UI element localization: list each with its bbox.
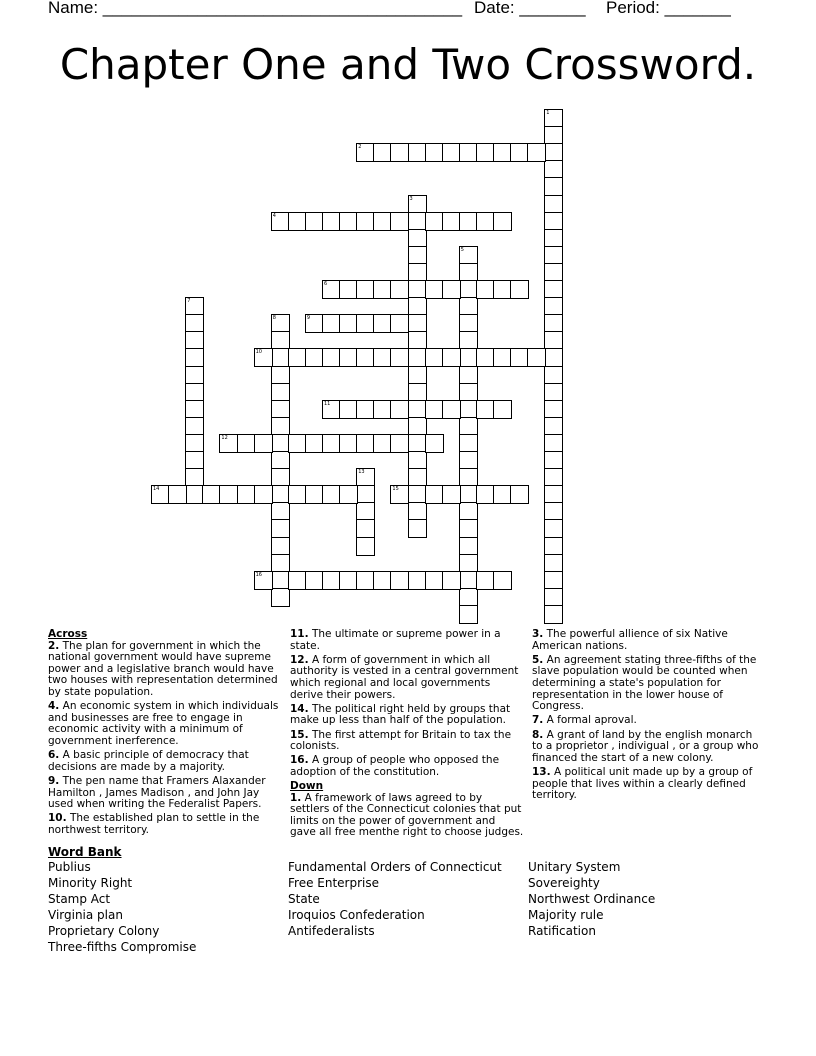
- word-bank-item: Ratification: [528, 924, 596, 938]
- word-bank-title: Word Bank: [48, 845, 122, 859]
- grid-cell[interactable]: [527, 143, 546, 162]
- word-bank-item: Unitary System: [528, 860, 621, 874]
- across-clue: 14. The political right held by groups that make up less than half of the population.: [290, 702, 511, 727]
- across-clue: 11. The ultimate or supreme power in a state.: [290, 628, 501, 652]
- grid-cell[interactable]: [425, 434, 444, 453]
- clues-column-3: [532, 629, 762, 804]
- word-bank-item: Virginia plan: [48, 908, 123, 922]
- clue-number: 10: [255, 349, 262, 356]
- clue-number: 8: [272, 315, 276, 322]
- word-bank-item: Northwest Ordinance: [528, 892, 656, 906]
- word-bank-item: Free Enterprise: [288, 876, 380, 890]
- grid-cell[interactable]: [390, 348, 409, 367]
- word-bank-item: Minority Right: [48, 876, 133, 890]
- down-clue: 5. An agreement stating three-fifths of the slave population would be counted when determining a state's population for representation in the lower house of Congress.: [532, 653, 757, 713]
- across-clue: 15. The first attempt for Britain to tax the colonists.: [290, 728, 512, 753]
- grid-cell[interactable]: [408, 519, 427, 538]
- grid-cell[interactable]: [168, 485, 187, 504]
- word-bank-item: Stamp Act: [48, 892, 111, 906]
- clue-number: 5: [460, 246, 464, 253]
- word-bank-column-1: [48, 859, 196, 955]
- clue-number: 9: [306, 315, 311, 322]
- across-heading: Across: [48, 628, 88, 640]
- grid-cell[interactable]: [356, 537, 375, 556]
- grid-cell[interactable]: [390, 485, 409, 504]
- word-bank-item: Sovereighty: [528, 876, 600, 890]
- grid-cell[interactable]: [390, 212, 409, 231]
- grid-cell[interactable]: [254, 434, 273, 453]
- grid-cell[interactable]: [254, 571, 273, 590]
- word-bank-column-3: [528, 859, 655, 939]
- grid-cell[interactable]: [493, 400, 512, 419]
- word-bank-item: Majority rule: [528, 908, 604, 922]
- clue-number: 15: [392, 486, 399, 493]
- down-clue: 8. A grant of land by the english monarch to a proprietor , indivigual , or a group who financed the start of a new colony.: [532, 728, 759, 764]
- grid-cell[interactable]: [339, 485, 358, 504]
- word-bank-item: Publius: [48, 860, 91, 874]
- down-clue: 1. A framework of laws agreed to by settlers of the Connecticut colonies that put limits on the power of government and gave all free menthe right to choose judges.: [290, 791, 524, 839]
- word-bank-item: Proprietary Colony: [48, 924, 160, 938]
- grid-cell[interactable]: [510, 280, 529, 299]
- grid-cell[interactable]: [271, 588, 290, 607]
- name-field[interactable]: Name: ______________________________________: [48, 0, 463, 17]
- across-clue: 6. A basic principle of democracy that decisions are made by a majority.: [48, 749, 249, 773]
- clues-column-2: [290, 629, 524, 842]
- grid-cell[interactable]: [493, 571, 512, 590]
- header: [48, 0, 768, 20]
- down-clue: 7. A formal aproval.: [532, 714, 637, 727]
- grid-cell[interactable]: [442, 348, 461, 367]
- grid-cell[interactable]: [493, 212, 512, 231]
- clue-number: 3: [409, 195, 413, 202]
- across-clue: 16. A group of people who opposed the adoption of the constitution.: [290, 754, 500, 778]
- down-clue: 3. The powerful allience of six Native American nations.: [532, 628, 728, 652]
- grid-cell[interactable]: [442, 280, 461, 299]
- across-clue: 12. A form of government in which all authority is vested in a central government which regional and local governments derive their powers.: [290, 653, 519, 701]
- grid-cell[interactable]: [390, 400, 409, 419]
- down-clue: 13. A political unit made up by a group of people that lives within a clearly defined territory.: [532, 765, 753, 802]
- across-clue: 9. The pen name that Framers Alaxander Hamilton , James Madison , and John Jay used when writing the Federalist Papers.: [48, 774, 266, 811]
- clue-number: 1: [546, 110, 550, 116]
- clue-number: 4: [272, 212, 276, 219]
- across-clue: 10. The established plan to settle in the northwest territory.: [48, 812, 260, 836]
- period-field[interactable]: Period: _______: [606, 0, 731, 17]
- clue-number: 11: [324, 400, 331, 407]
- grid-cell[interactable]: [459, 605, 478, 624]
- across-clue: 4. An economic system in which individuals and businesses are free to engage in economic activity with a minimum of government inerference.: [48, 700, 279, 747]
- down-heading: Down: [290, 780, 324, 793]
- grid-cell[interactable]: [390, 314, 409, 333]
- grid-cell[interactable]: [390, 280, 409, 299]
- clue-number: 16: [255, 571, 262, 578]
- word-bank-item: Fundamental Orders of Connecticut: [288, 860, 502, 874]
- clue-number: 7: [187, 298, 191, 305]
- grid-cell[interactable]: [442, 400, 461, 419]
- grid-cell[interactable]: [442, 571, 461, 590]
- word-bank-item: Antifederalists: [288, 924, 375, 938]
- page-title: Chapter One and Two Crossword.: [59, 40, 757, 89]
- grid-cell[interactable]: [527, 348, 546, 367]
- grid-cell[interactable]: [442, 485, 461, 504]
- word-bank-item: State: [288, 892, 320, 906]
- word-bank-item: Iroquios Confederation: [288, 908, 425, 922]
- grid-cell[interactable]: [510, 485, 529, 504]
- clue-number: 12: [221, 434, 228, 441]
- grid-cell[interactable]: [544, 605, 563, 624]
- clue-number: 6: [324, 281, 328, 287]
- word-bank-item: Three-fifths Compromise: [48, 940, 197, 954]
- word-bank-column-2: [288, 859, 502, 939]
- clue-number: 13: [358, 469, 365, 476]
- grid-cell[interactable]: [254, 485, 273, 504]
- clue-number: 2: [358, 144, 362, 151]
- grid-cell[interactable]: [254, 348, 273, 367]
- date-field[interactable]: Date: _______: [474, 0, 586, 17]
- clue-number: 14: [153, 486, 160, 493]
- across-clue: 2. The plan for government in which the national government would have supreme power and a legislative branch would have two houses with representation determined by state population.: [48, 639, 278, 698]
- clues-column-1: [48, 629, 284, 839]
- grid-cell[interactable]: [390, 434, 409, 453]
